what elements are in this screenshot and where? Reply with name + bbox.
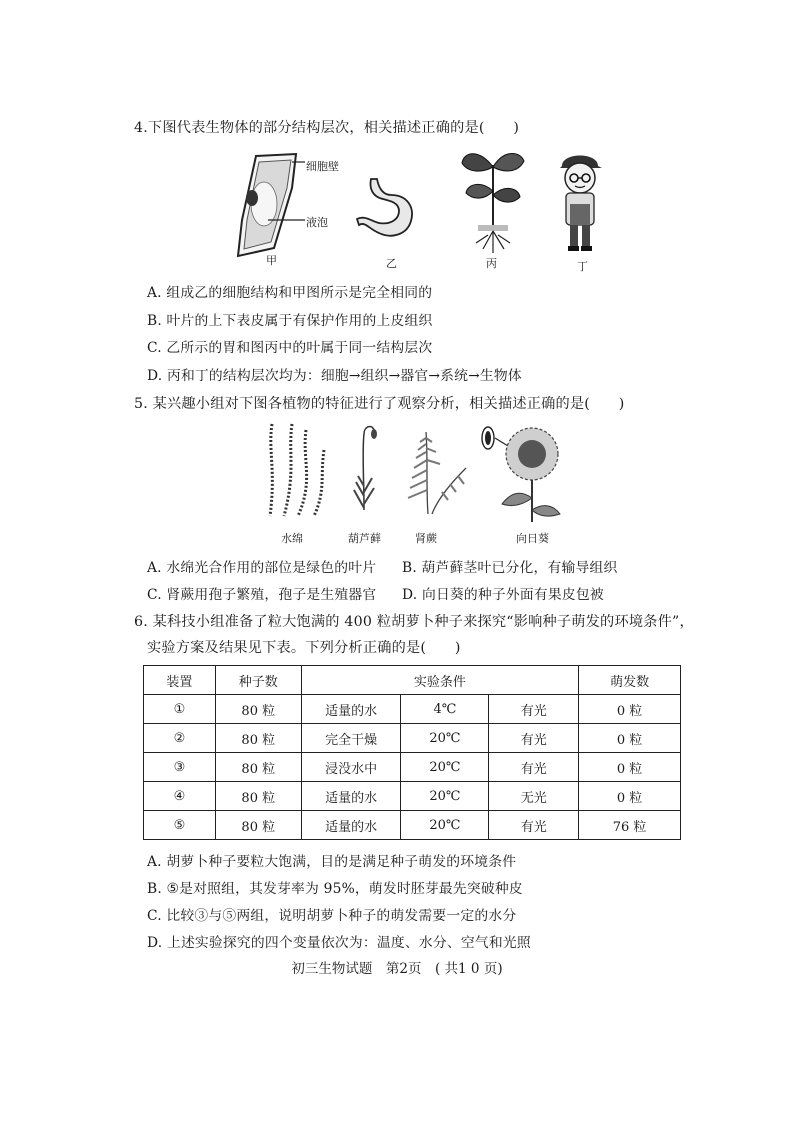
cell-light: 无光: [489, 782, 579, 811]
cell-light: 有光: [489, 695, 579, 724]
q6-option-b: B. ⑤是对照组，其发芽率为 95%，萌发时胚芽最先突破种皮: [147, 881, 523, 897]
cell-light: 有光: [489, 753, 579, 782]
q6-option-c: C. 比较③与⑤两组，说明胡萝卜种子的萌发需要一定的水分: [147, 908, 517, 924]
q5-option-d: D. 向日葵的种子外面有果皮包被: [402, 587, 604, 603]
q4-option-a: A. 组成乙的细胞结构和甲图所示是完全相同的: [147, 285, 433, 301]
experiment-table: [143, 665, 681, 840]
header-device: 装置: [144, 666, 216, 695]
caption-jia: 甲: [266, 254, 277, 267]
person-figure: [550, 148, 610, 258]
caption-ding: 丁: [577, 260, 588, 273]
q5-option-b: B. 葫芦藓茎叶已分化，有输导组织: [402, 560, 618, 576]
page-footer: 初三生物试题 第2页 ( 共1 0 页): [291, 961, 503, 977]
q4-option-b: B. 叶片的上下表皮属于有保护作用的上皮组织: [147, 313, 433, 329]
spirogyra-figure: [262, 420, 334, 520]
cell-germinated: 76 粒: [579, 811, 681, 840]
table-row: [144, 753, 681, 782]
cell-germinated: 0 粒: [579, 724, 681, 753]
cell-device: ②: [144, 724, 216, 753]
cell-water: 适量的水: [301, 695, 401, 724]
q4-option-d: D. 丙和丁的结构层次均为：细胞→组织→器官→系统→生物体: [147, 368, 522, 384]
cell-wall-label: 细胞壁: [306, 160, 339, 173]
cell-device: ①: [144, 695, 216, 724]
cell-water: 浸没水中: [301, 753, 401, 782]
sunflower-figure: [478, 418, 568, 526]
cell-germinated: 0 粒: [579, 695, 681, 724]
table-row: [144, 724, 681, 753]
header-seed-count: 种子数: [215, 666, 301, 695]
q4-option-c: C. 乙所示的胃和图丙中的叶属于同一结构层次: [147, 340, 433, 356]
q6-stem-line2: 实验方案及结果见下表。下列分析正确的是( ): [147, 640, 461, 656]
caption-fern: 肾蕨: [415, 532, 437, 545]
caption-moss: 葫芦藓: [348, 532, 381, 545]
q6-stem-line1: 6. 某科技小组准备了粒大饱满的 400 粒胡萝卜种子来探究“影响种子萌发的环境条件”，: [134, 614, 694, 630]
cell-germinated: 0 粒: [579, 782, 681, 811]
caption-spirogyra: 水绵: [281, 532, 303, 545]
plant-figure: [458, 145, 528, 255]
cell-temperature: 4℃: [401, 695, 489, 724]
moss-figure: [346, 420, 386, 520]
table-row: [144, 782, 681, 811]
cell-device: ③: [144, 753, 216, 782]
table-row: [144, 695, 681, 724]
cell-seed-count: 80 粒: [215, 724, 301, 753]
cell-seed-count: 80 粒: [215, 811, 301, 840]
cell-temperature: 20℃: [401, 753, 489, 782]
q4-stem: 4.下图代表生物体的部分结构层次，相关描述正确的是( ): [134, 120, 520, 136]
caption-yi: 乙: [386, 257, 397, 270]
cell-seed-count: 80 粒: [215, 782, 301, 811]
cell-water: 适量的水: [301, 811, 401, 840]
fern-figure: [398, 428, 470, 518]
cell-device: ④: [144, 782, 216, 811]
cell-seed-count: 80 粒: [215, 695, 301, 724]
q5-stem: 5. 某兴趣小组对下图各植物的特征进行了观察分析，相关描述正确的是( ): [134, 396, 625, 412]
caption-bing: 丙: [486, 257, 497, 270]
table-row: [144, 811, 681, 840]
cell-device: ⑤: [144, 811, 216, 840]
cell-water: 适量的水: [301, 782, 401, 811]
cell-water: 完全干燥: [301, 724, 401, 753]
caption-sunflower: 向日葵: [516, 532, 549, 545]
cell-light: 有光: [489, 724, 579, 753]
cell-light: 有光: [489, 811, 579, 840]
vacuole-label: 液泡: [306, 216, 328, 229]
q6-option-d: D. 上述实验探究的四个变量依次为：温度、水分、空气和光照: [147, 935, 531, 951]
q5-option-c: C. 肾蕨用孢子繁殖，孢子是生殖器官: [147, 587, 377, 603]
header-germinated: 萌发数: [579, 666, 681, 695]
q5-option-a: A. 水绵光合作用的部位是绿色的叶片: [147, 560, 377, 576]
q6-option-a: A. 胡萝卜种子要粒大饱满，目的是满足种子萌发的环境条件: [147, 854, 517, 870]
cell-temperature: 20℃: [401, 811, 489, 840]
header-conditions: 实验条件: [301, 666, 578, 695]
stomach-figure: [355, 175, 425, 245]
cell-germinated: 0 粒: [579, 753, 681, 782]
cell-seed-count: 80 粒: [215, 753, 301, 782]
table-header-row: [144, 666, 681, 695]
cell-temperature: 20℃: [401, 782, 489, 811]
cell-temperature: 20℃: [401, 724, 489, 753]
